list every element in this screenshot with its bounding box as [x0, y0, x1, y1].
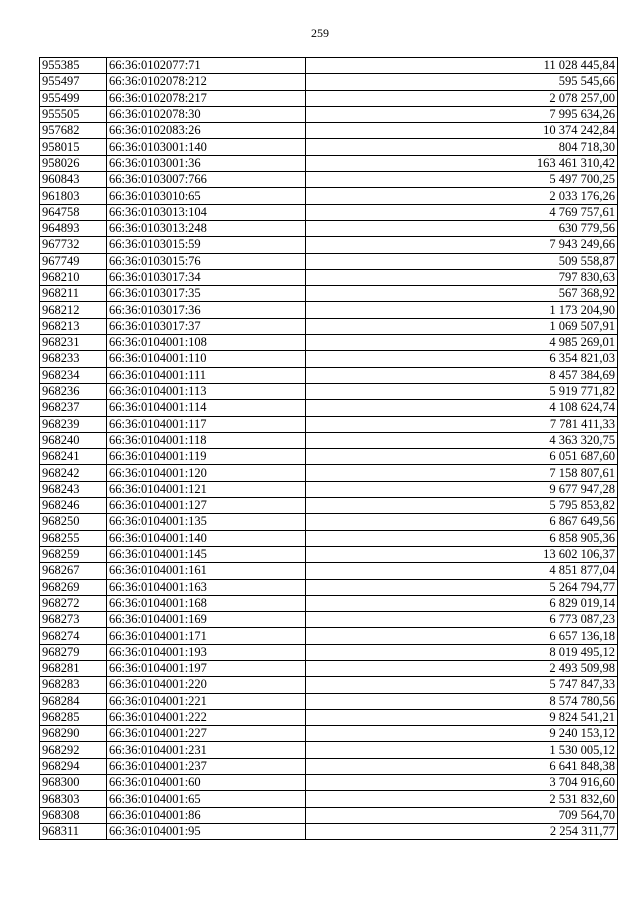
record-number-cell: 968284: [40, 693, 107, 709]
cadastral-value-cell: 6 773 087,23: [306, 612, 618, 628]
cadastral-number-cell: 66:36:0104001:197: [107, 660, 306, 676]
cadastral-value-cell: 6 858 905,36: [306, 530, 618, 546]
table-row: [40, 498, 618, 514]
cadastral-value-cell: 6 867 649,56: [306, 514, 618, 530]
cadastral-value-cell: 5 264 794,77: [306, 579, 618, 595]
cadastral-number-cell: 66:36:0104001:110: [107, 351, 306, 367]
record-number-cell: 968283: [40, 677, 107, 693]
cadastral-number-cell: 66:36:0104001:163: [107, 579, 306, 595]
table-row: [40, 660, 618, 676]
cadastral-number-cell: 66:36:0103013:104: [107, 204, 306, 220]
record-number-cell: 968269: [40, 579, 107, 595]
page-number: 259: [311, 26, 329, 40]
cadastral-value-cell: 7 781 411,33: [306, 416, 618, 432]
cadastral-number-cell: 66:36:0104001:227: [107, 726, 306, 742]
cadastral-number-cell: 66:36:0104001:135: [107, 514, 306, 530]
cadastral-value-cell: 2 033 176,26: [306, 188, 618, 204]
table-row: [40, 432, 618, 448]
cadastral-number-cell: 66:36:0104001:140: [107, 530, 306, 546]
cadastral-value-cell: 6 641 848,38: [306, 758, 618, 774]
cadastral-value-cell: 11 028 445,84: [306, 58, 618, 74]
table-row: [40, 612, 618, 628]
table-row: [40, 155, 618, 171]
cadastral-number-cell: 66:36:0102078:30: [107, 106, 306, 122]
record-number-cell: 955497: [40, 74, 107, 90]
cadastral-number-cell: 66:36:0103007:766: [107, 172, 306, 188]
cadastral-number-cell: 66:36:0104001:111: [107, 367, 306, 383]
table-row: [40, 269, 618, 285]
cadastral-number-cell: 66:36:0102078:217: [107, 90, 306, 106]
cadastral-number-cell: 66:36:0103017:37: [107, 318, 306, 334]
record-number-cell: 968211: [40, 286, 107, 302]
cadastral-number-cell: 66:36:0102083:26: [107, 123, 306, 139]
table-row: [40, 514, 618, 530]
cadastral-number-cell: 66:36:0102077:71: [107, 58, 306, 74]
table-row: [40, 579, 618, 595]
record-number-cell: 968246: [40, 498, 107, 514]
cadastral-value-cell: 10 374 242,84: [306, 123, 618, 139]
table-row: [40, 302, 618, 318]
cadastral-number-cell: 66:36:0103015:76: [107, 253, 306, 269]
cadastral-number-cell: 66:36:0104001:221: [107, 693, 306, 709]
cadastral-number-cell: 66:36:0104001:121: [107, 481, 306, 497]
table-row: [40, 693, 618, 709]
cadastral-number-cell: 66:36:0104001:169: [107, 612, 306, 628]
record-number-cell: 968273: [40, 612, 107, 628]
cadastral-number-cell: 66:36:0104001:114: [107, 400, 306, 416]
table-row: [40, 204, 618, 220]
cadastral-number-cell: 66:36:0104001:222: [107, 709, 306, 725]
cadastral-number-cell: 66:36:0102078:212: [107, 74, 306, 90]
table-row: [40, 563, 618, 579]
cadastral-number-cell: 66:36:0104001:193: [107, 644, 306, 660]
table-row: [40, 775, 618, 791]
cadastral-number-cell: 66:36:0104001:60: [107, 775, 306, 791]
table-row: [40, 123, 618, 139]
cadastral-value-cell: 9 677 947,28: [306, 481, 618, 497]
table-row: [40, 628, 618, 644]
cadastral-value-cell: 567 368,92: [306, 286, 618, 302]
cadastral-value-cell: 7 995 634,26: [306, 106, 618, 122]
table-row: [40, 253, 618, 269]
cadastral-value-cell: 4 108 624,74: [306, 400, 618, 416]
cadastral-value-table: [39, 57, 618, 840]
cadastral-number-cell: 66:36:0104001:220: [107, 677, 306, 693]
record-number-cell: 968237: [40, 400, 107, 416]
cadastral-number-cell: 66:36:0103017:35: [107, 286, 306, 302]
cadastral-value-cell: 1 530 005,12: [306, 742, 618, 758]
cadastral-number-cell: 66:36:0104001:120: [107, 465, 306, 481]
record-number-cell: 960843: [40, 172, 107, 188]
table-row: [40, 286, 618, 302]
table-row: [40, 709, 618, 725]
cadastral-number-cell: 66:36:0104001:118: [107, 432, 306, 448]
cadastral-value-cell: 3 704 916,60: [306, 775, 618, 791]
record-number-cell: 955385: [40, 58, 107, 74]
cadastral-number-cell: 66:36:0104001:168: [107, 595, 306, 611]
cadastral-value-cell: 6 051 687,60: [306, 449, 618, 465]
cadastral-value-cell: 7 943 249,66: [306, 237, 618, 253]
cadastral-value-cell: 4 851 877,04: [306, 563, 618, 579]
cadastral-value-cell: 9 240 153,12: [306, 726, 618, 742]
cadastral-number-cell: 66:36:0103017:36: [107, 302, 306, 318]
cadastral-value-cell: 4 985 269,01: [306, 335, 618, 351]
record-number-cell: 968267: [40, 563, 107, 579]
cadastral-number-cell: 66:36:0103017:34: [107, 269, 306, 285]
table-row: [40, 139, 618, 155]
table-row: [40, 530, 618, 546]
record-number-cell: 958026: [40, 155, 107, 171]
cadastral-value-cell: 509 558,87: [306, 253, 618, 269]
record-number-cell: 968233: [40, 351, 107, 367]
table-row: [40, 237, 618, 253]
cadastral-value-cell: 5 497 700,25: [306, 172, 618, 188]
cadastral-value-cell: 5 795 853,82: [306, 498, 618, 514]
cadastral-number-cell: 66:36:0103001:140: [107, 139, 306, 155]
cadastral-value-cell: 8 457 384,69: [306, 367, 618, 383]
record-number-cell: 955505: [40, 106, 107, 122]
record-number-cell: 968239: [40, 416, 107, 432]
table-row: [40, 172, 618, 188]
cadastral-value-cell: 2 493 509,98: [306, 660, 618, 676]
cadastral-number-cell: 66:36:0104001:119: [107, 449, 306, 465]
cadastral-number-cell: 66:36:0104001:231: [107, 742, 306, 758]
record-number-cell: 968311: [40, 823, 107, 839]
cadastral-number-cell: 66:36:0104001:113: [107, 383, 306, 399]
table-row: [40, 758, 618, 774]
table-row: [40, 383, 618, 399]
cadastral-number-cell: 66:36:0103015:59: [107, 237, 306, 253]
cadastral-number-cell: 66:36:0103001:36: [107, 155, 306, 171]
record-number-cell: 968300: [40, 775, 107, 791]
table-row: [40, 807, 618, 823]
table-row: [40, 742, 618, 758]
cadastral-value-cell: 6 829 019,14: [306, 595, 618, 611]
table-row: [40, 644, 618, 660]
table-row: [40, 90, 618, 106]
cadastral-number-cell: 66:36:0104001:237: [107, 758, 306, 774]
record-number-cell: 968213: [40, 318, 107, 334]
record-number-cell: 968240: [40, 432, 107, 448]
table-row: [40, 220, 618, 236]
cadastral-value-cell: 5 747 847,33: [306, 677, 618, 693]
table-row: [40, 791, 618, 807]
record-number-cell: 968255: [40, 530, 107, 546]
record-number-cell: 968236: [40, 383, 107, 399]
record-number-cell: 968210: [40, 269, 107, 285]
record-number-cell: 967732: [40, 237, 107, 253]
table-row: [40, 400, 618, 416]
cadastral-number-cell: 66:36:0104001:171: [107, 628, 306, 644]
cadastral-number-cell: 66:36:0103013:248: [107, 220, 306, 236]
record-number-cell: 968281: [40, 660, 107, 676]
cadastral-value-cell: 709 564,70: [306, 807, 618, 823]
cadastral-value-cell: 4 363 320,75: [306, 432, 618, 448]
cadastral-value-cell: 1 173 204,90: [306, 302, 618, 318]
record-number-cell: 968308: [40, 807, 107, 823]
cadastral-number-cell: 66:36:0104001:145: [107, 546, 306, 562]
cadastral-number-cell: 66:36:0104001:127: [107, 498, 306, 514]
record-number-cell: 968250: [40, 514, 107, 530]
record-number-cell: 964758: [40, 204, 107, 220]
table-row: [40, 106, 618, 122]
cadastral-value-cell: 6 354 821,03: [306, 351, 618, 367]
cadastral-number-cell: 66:36:0104001:108: [107, 335, 306, 351]
record-number-cell: 968279: [40, 644, 107, 660]
cadastral-number-cell: 66:36:0104001:65: [107, 791, 306, 807]
table-body: [40, 58, 618, 840]
table-row: [40, 595, 618, 611]
cadastral-value-cell: 13 602 106,37: [306, 546, 618, 562]
record-number-cell: 968243: [40, 481, 107, 497]
record-number-cell: 968272: [40, 595, 107, 611]
record-number-cell: 968241: [40, 449, 107, 465]
cadastral-value-cell: 2 254 311,77: [306, 823, 618, 839]
record-number-cell: 961803: [40, 188, 107, 204]
record-number-cell: 968285: [40, 709, 107, 725]
table-row: [40, 58, 618, 74]
record-number-cell: 957682: [40, 123, 107, 139]
table-row: [40, 449, 618, 465]
record-number-cell: 955499: [40, 90, 107, 106]
record-number-cell: 968242: [40, 465, 107, 481]
cadastral-value-cell: 2 078 257,00: [306, 90, 618, 106]
record-number-cell: 968234: [40, 367, 107, 383]
cadastral-value-cell: 8 574 780,56: [306, 693, 618, 709]
cadastral-number-cell: 66:36:0104001:95: [107, 823, 306, 839]
cadastral-value-cell: 630 779,56: [306, 220, 618, 236]
record-number-cell: 967749: [40, 253, 107, 269]
record-number-cell: 968290: [40, 726, 107, 742]
cadastral-number-cell: 66:36:0104001:117: [107, 416, 306, 432]
cadastral-value-cell: 7 158 807,61: [306, 465, 618, 481]
record-number-cell: 964893: [40, 220, 107, 236]
cadastral-value-cell: 5 919 771,82: [306, 383, 618, 399]
table-row: [40, 416, 618, 432]
cadastral-value-cell: 163 461 310,42: [306, 155, 618, 171]
cadastral-value-cell: 6 657 136,18: [306, 628, 618, 644]
cadastral-value-cell: 595 545,66: [306, 74, 618, 90]
table-row: [40, 481, 618, 497]
cadastral-value-cell: 2 531 832,60: [306, 791, 618, 807]
record-number-cell: 968231: [40, 335, 107, 351]
cadastral-value-cell: 797 830,63: [306, 269, 618, 285]
record-number-cell: 968212: [40, 302, 107, 318]
record-number-cell: 968294: [40, 758, 107, 774]
table-row: [40, 351, 618, 367]
cadastral-value-cell: 9 824 541,21: [306, 709, 618, 725]
cadastral-number-cell: 66:36:0104001:86: [107, 807, 306, 823]
table-row: [40, 823, 618, 839]
table-row: [40, 74, 618, 90]
record-number-cell: 958015: [40, 139, 107, 155]
cadastral-number-cell: 66:36:0103010:65: [107, 188, 306, 204]
record-number-cell: 968303: [40, 791, 107, 807]
record-number-cell: 968292: [40, 742, 107, 758]
table-row: [40, 726, 618, 742]
table-row: [40, 677, 618, 693]
table-row: [40, 188, 618, 204]
table-row: [40, 465, 618, 481]
table-row: [40, 546, 618, 562]
record-number-cell: 968274: [40, 628, 107, 644]
cadastral-number-cell: 66:36:0104001:161: [107, 563, 306, 579]
table-row: [40, 367, 618, 383]
cadastral-value-cell: 1 069 507,91: [306, 318, 618, 334]
table-row: [40, 335, 618, 351]
cadastral-value-cell: 4 769 757,61: [306, 204, 618, 220]
cadastral-value-cell: 8 019 495,12: [306, 644, 618, 660]
record-number-cell: 968259: [40, 546, 107, 562]
cadastral-value-cell: 804 718,30: [306, 139, 618, 155]
table-row: [40, 318, 618, 334]
